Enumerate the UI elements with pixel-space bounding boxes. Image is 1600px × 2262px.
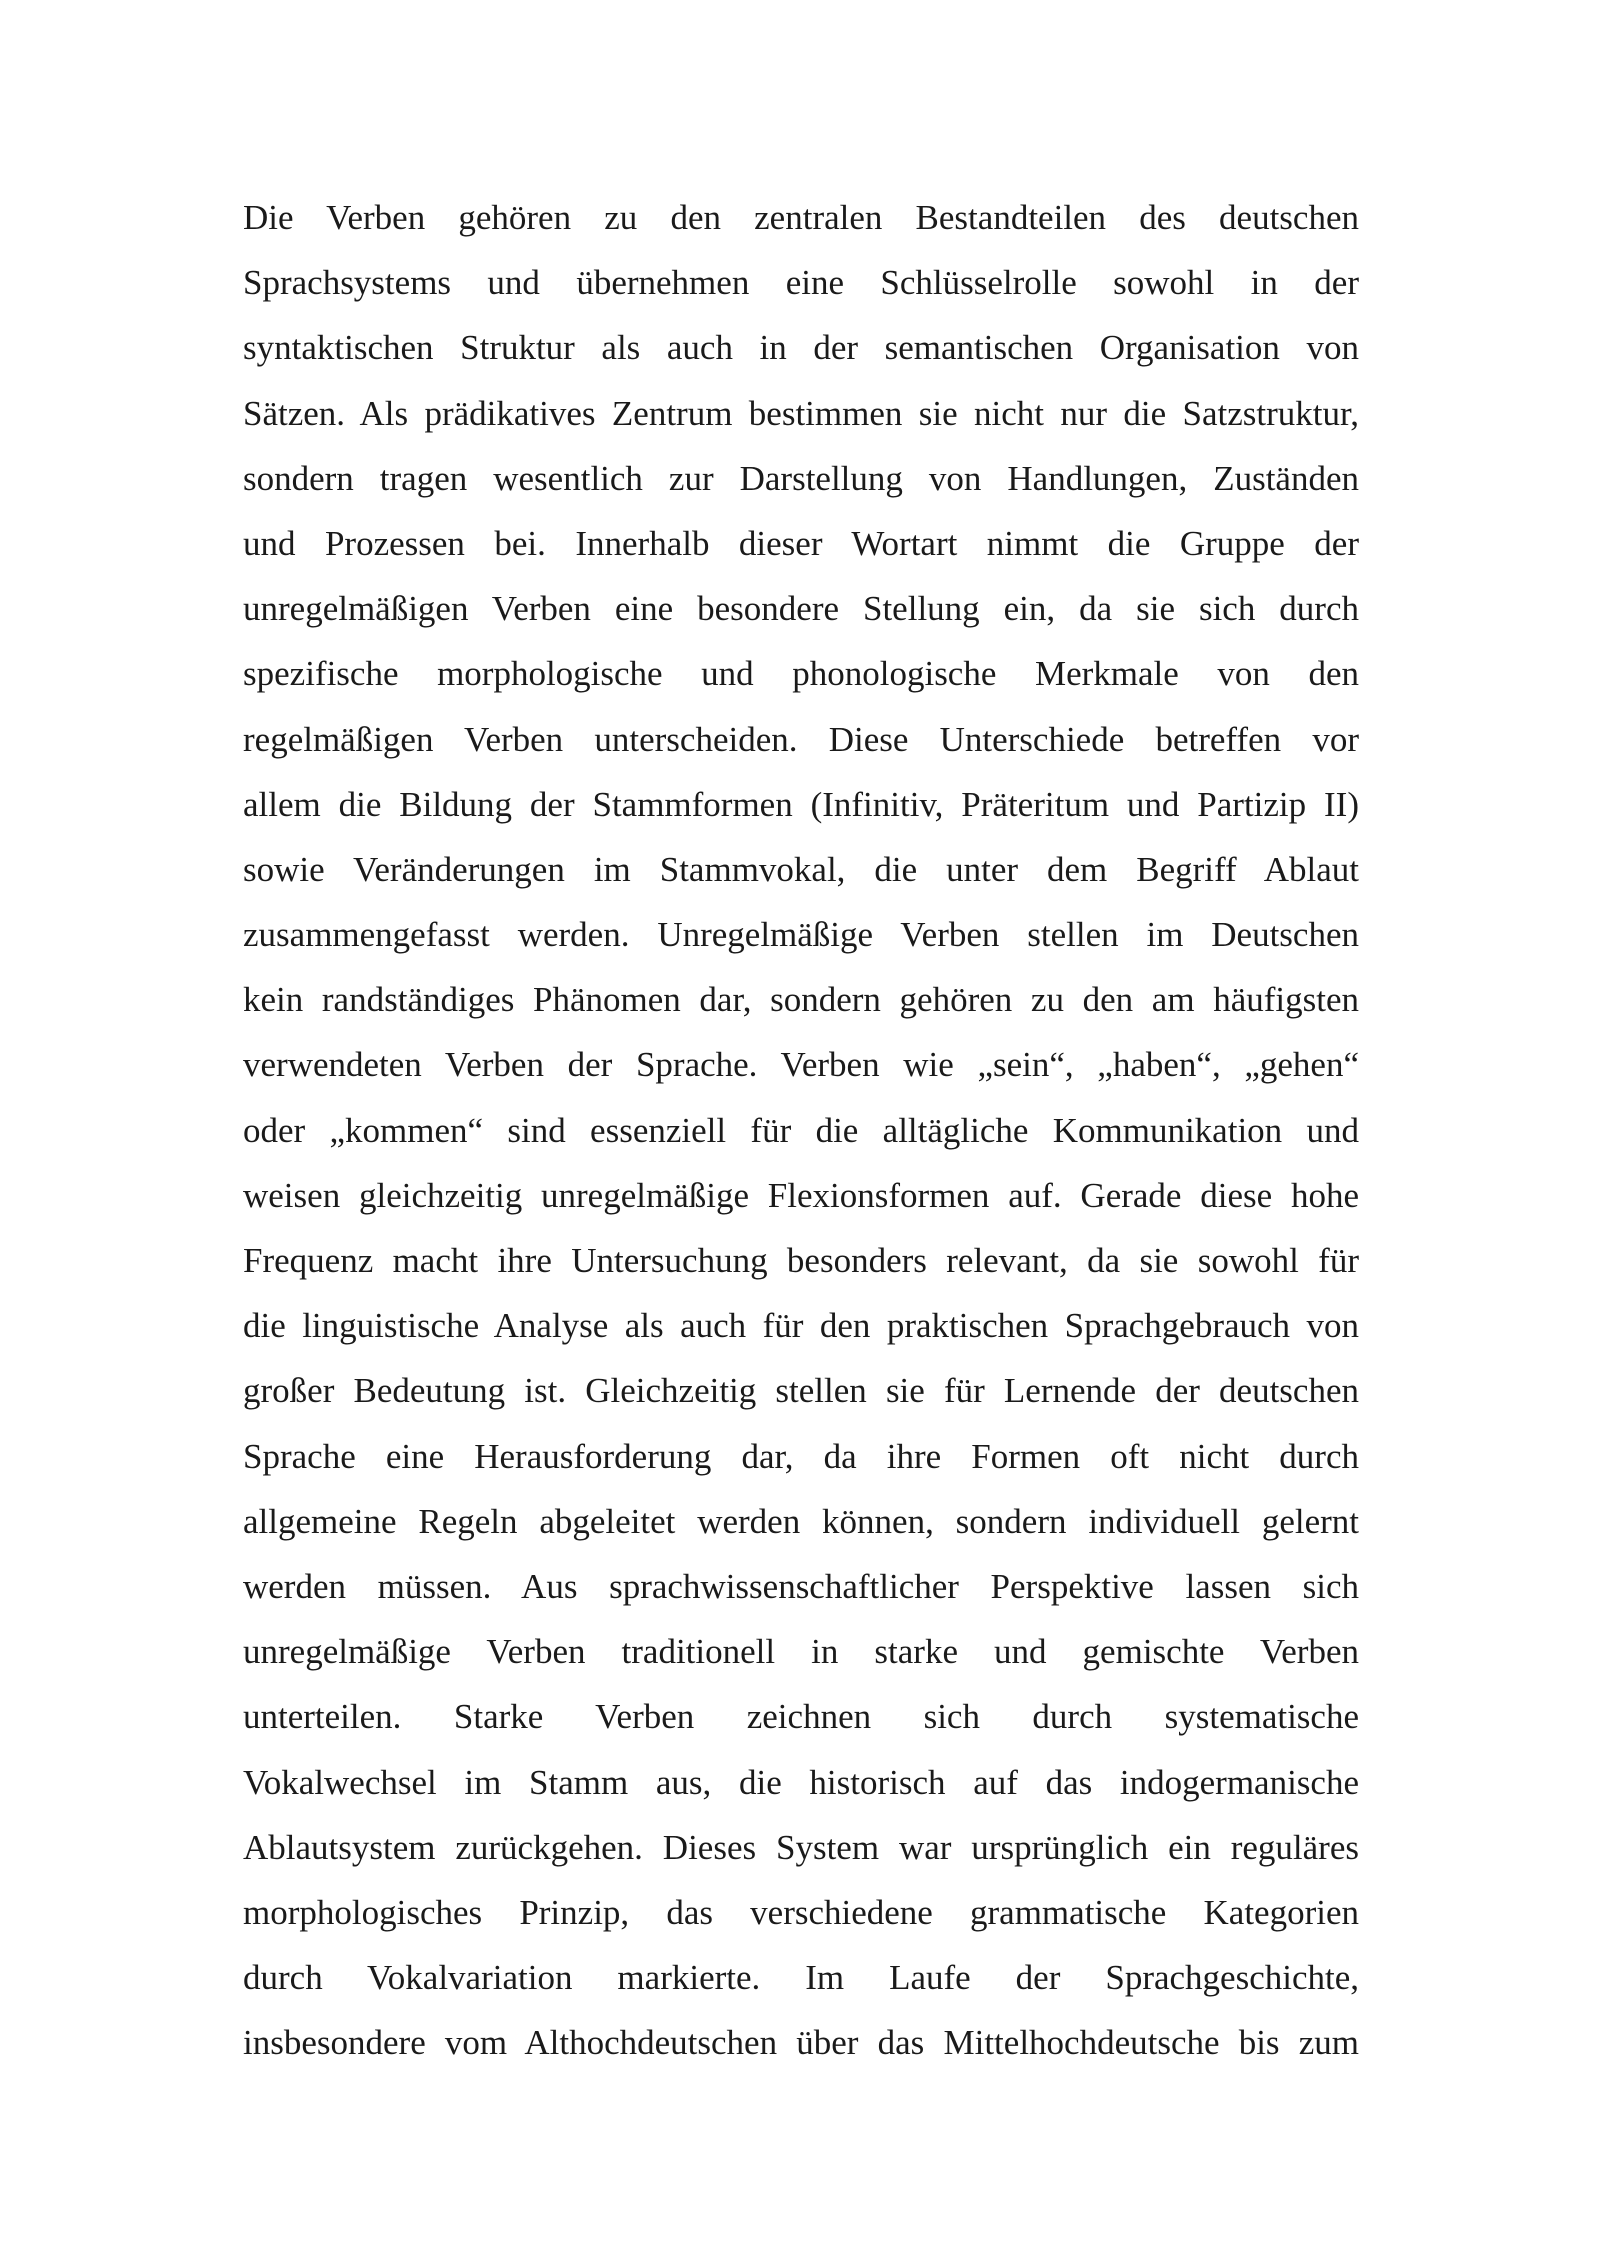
text-line: Sätzen. Als prädikatives Zentrum bestimmen sie nicht nur die Satzstruktur, [243, 393, 1359, 433]
text-line: Die Verben gehören zu den zentralen Bestandteilen des deutschen [243, 198, 1359, 237]
text-line: allgemeine Regeln abgeleitet werden können, sondern individuell gelernt [243, 1501, 1359, 1541]
text-line: zusammengefasst werden. Unregelmäßige Verben stellen im Deutschen [243, 915, 1359, 955]
body-paragraph [243, 192, 1359, 2082]
text-line: Sprache eine Herausforderung dar, da ihre Formen oft nicht durch [243, 1436, 1359, 1476]
text-line: Ablautsystem zurückgehen. Dieses System war ursprünglich ein reguläres [243, 1827, 1359, 1867]
text-line: regelmäßigen Verben unterscheiden. Diese Unterschiede betreffen vor [243, 719, 1359, 759]
text-line: insbesondere vom Althochdeutschen über das Mittelhochdeutsche bis zum [243, 2023, 1359, 2063]
text-line: Sprachsystems und übernehmen eine Schlüsselrolle sowohl in der [243, 263, 1359, 303]
text-line: Frequenz macht ihre Untersuchung besonders relevant, da sie sowohl für [243, 1241, 1359, 1280]
text-line: kein randständiges Phänomen dar, sondern gehören zu den am häufigsten [243, 980, 1359, 1020]
text-line: großer Bedeutung ist. Gleichzeitig stellen sie für Lernende der deutschen [243, 1371, 1359, 1411]
text-line: spezifische morphologische und phonologische Merkmale von den [243, 654, 1359, 694]
text-line: weisen gleichzeitig unregelmäßige Flexionsformen auf. Gerade diese hohe [243, 1175, 1359, 1215]
text-line: allem die Bildung der Stammformen (Infinitiv, Präteritum und Partizip II) [243, 784, 1359, 824]
text-line: sondern tragen wesentlich zur Darstellung von Handlungen, Zuständen [243, 458, 1359, 498]
text-line: die linguistische Analyse als auch für den praktischen Sprachgebrauch von [243, 1306, 1359, 1346]
text-line: Vokalwechsel im Stamm aus, die historisch auf das indogermanische [243, 1762, 1359, 1802]
text-line: durch Vokalvariation markierte. Im Laufe der Sprachgeschichte, [243, 1958, 1359, 1998]
text-line: unregelmäßige Verben traditionell in starke und gemischte Verben [243, 1632, 1359, 1672]
text-line: oder „kommen“ sind essenziell für die alltägliche Kommunikation und [243, 1110, 1359, 1150]
text-line: unregelmäßigen Verben eine besondere Stellung ein, da sie sich durch [243, 589, 1359, 629]
text-line: und Prozessen bei. Innerhalb dieser Wortart nimmt die Gruppe der [243, 523, 1359, 563]
text-line: unterteilen. Starke Verben zeichnen sich durch systematische [243, 1697, 1359, 1737]
text-line: sowie Veränderungen im Stammvokal, die unter dem Begriff Ablaut [243, 849, 1359, 889]
text-line: verwendeten Verben der Sprache. Verben wie „sein“, „haben“, „gehen“ [243, 1045, 1359, 1085]
text-line: syntaktischen Struktur als auch in der semantischen Organisation von [243, 328, 1359, 368]
text-line: werden müssen. Aus sprachwissenschaftlicher Perspektive lassen sich [243, 1566, 1359, 1606]
text-line: morphologisches Prinzip, das verschiedene grammatische Kategorien [243, 1892, 1359, 1932]
